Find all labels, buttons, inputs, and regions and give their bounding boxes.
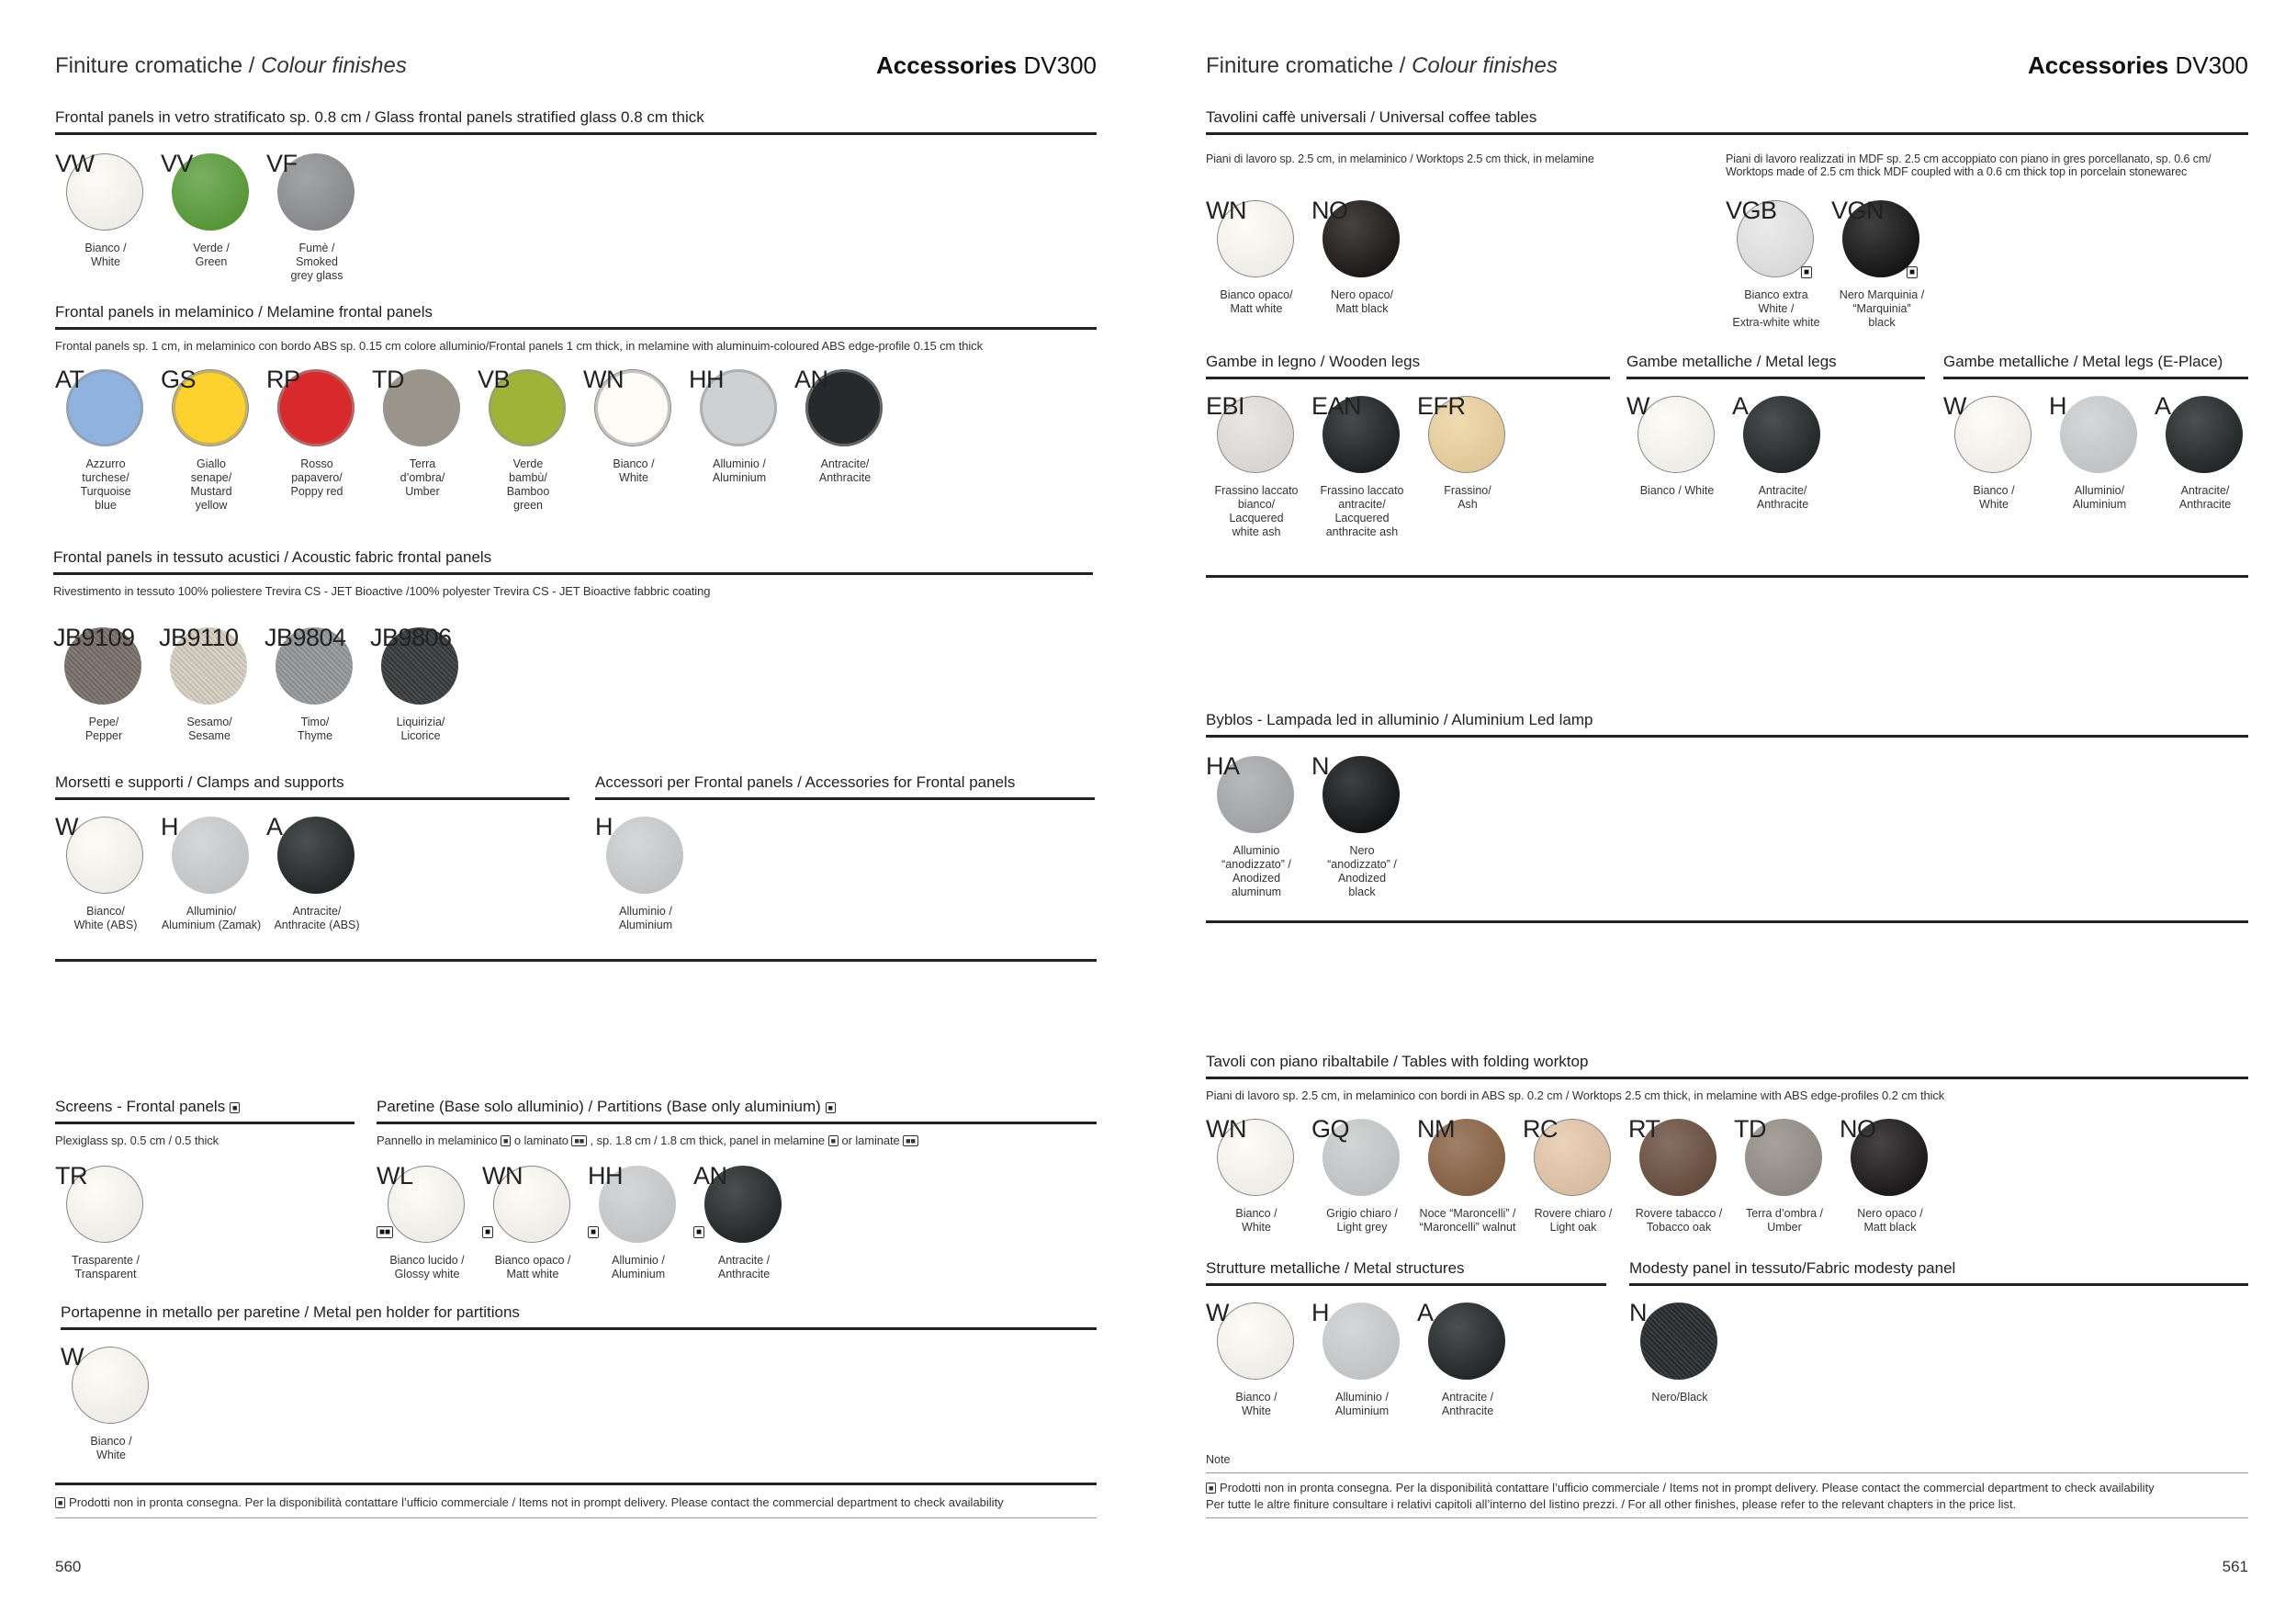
swatch-code: GS [161,366,197,393]
section-rule [377,1122,1097,1124]
swatch-code: A [2155,392,2171,420]
section-rule [55,327,1097,330]
section-metal-structures [1206,1257,1606,1424]
section-rule [1206,735,2248,738]
swatch-label: Pepe/ Pepper [84,716,123,742]
section-rule [55,132,1097,135]
swatch-code: WN [482,1162,523,1190]
swatch-label: Bianco / White [1639,484,1715,497]
availability-badge: ■ [826,1102,836,1113]
swatch-code: N [1629,1299,1647,1326]
divider [1206,575,2248,578]
section-title: Tavoli con piano ribaltabile / Tables with folding worktop [1206,1053,1589,1070]
swatch-code: JB9804 [264,624,346,651]
section-title: Portapenne in metallo per paretine / Metal pen holder for partitions [61,1303,520,1321]
section-metal-legs-eplace [1943,351,2248,526]
swatch-code: W [61,1343,84,1370]
swatch-label: Antracite/ Anthracite (ABS) [274,905,360,931]
swatch-code: AN [794,366,828,393]
section-title: Gambe metalliche / Metal legs (E-Place) [1943,353,2223,370]
section-title: Frontal panels in vetro stratificato sp. 0.8 cm / Glass frontal panels stratified glass 0.8 cm thick [55,108,704,126]
swatch-code: H [1311,1299,1329,1326]
availability-badge: ■ [230,1102,240,1113]
accessories-heading: Accessories DV300 [2028,51,2248,79]
price-list-note: Per tutte le altre finiture consultare i relativi capitoli all’interno del listino prezzi. / For all other finishes, please refer to the relevant chapters in the price list. [1206,1497,2017,1511]
swatch-label: Frassino/ Ash [1444,484,1491,511]
section-modesty-panel [1629,1257,2248,1424]
page-title: Finiture cromatiche / Colour finishes [55,53,407,78]
section-rule [595,797,1095,800]
availability-badge: ■■ [377,1226,393,1238]
swatch-label: Sesamo/ Sesame [186,716,232,742]
swatch-code: VB [478,366,511,393]
swatch-label: Verde / Green [193,242,230,268]
swatch-label: Bianco opaco / Matt white [494,1254,571,1280]
swatch-label: Bianco lucido / Glossy white [389,1254,465,1280]
swatch-code: RT [1628,1115,1660,1143]
section-title: Byblos - Lampada led in alluminio / Aluminium Led lamp [1206,711,1593,728]
swatch-label: Alluminio / Aluminium [611,1254,666,1280]
divider [1206,1517,2248,1518]
swatch-label: Bianco opaco/ Matt white [1220,288,1293,315]
swatch-code: WN [583,366,624,393]
divider [55,959,1097,962]
swatch-circle [1640,1303,1717,1380]
swatch-label: Bianco / White [90,1435,132,1461]
section-title: Modesty panel in tessuto/Fabric modesty panel [1629,1259,1956,1277]
section-title: Screens - Frontal panels ■ [55,1096,355,1118]
swatch-row [61,1343,1097,1481]
swatch-code: HH [689,366,724,393]
swatch-label: Verde bambù/ Bamboo green [506,457,550,512]
swatch-row [377,1162,1097,1300]
swatch-row [55,150,1097,297]
page-title: Finiture cromatiche / Colour finishes [1206,53,1558,78]
section-rule [1206,1077,2248,1079]
swatch-code: WN [1206,1115,1246,1143]
swatch-row [1626,392,1925,539]
section-glass-panels [55,107,1097,282]
section-rule [1629,1283,2248,1286]
swatch-label: Antracite / Anthracite [717,1254,771,1280]
section-rule [55,797,569,800]
swatch-row [55,813,569,951]
swatch-label: Bianco/ White (ABS) [73,905,138,931]
swatch-label: Rovere chiaro / Light oak [1534,1207,1613,1234]
swatch-label: Bianco extra White / Extra-white white [1732,288,1820,329]
section-rule [55,1122,355,1124]
swatch-row [1943,392,2248,539]
swatch-code: A [1417,1299,1434,1326]
section-rule [1206,132,2248,135]
swatch-code: VGN [1831,197,1885,224]
swatch-code: H [595,813,613,840]
section-rule [1206,1283,1606,1286]
swatch-label: Fumè / Smoked grey glass [290,242,343,282]
subtitle-line: Piani di lavoro realizzati in MDF sp. 2.5 cm accoppiato con piano in gres porcellanato, sp. 0.6 cm/ [1726,152,2212,165]
section-rule [1206,377,1610,379]
swatch-code: GQ [1311,1115,1350,1143]
page-number: 560 [55,1558,82,1575]
section-title: Paretine (Base solo alluminio) / Partitions (Base only aluminium) ■ [377,1096,1097,1118]
swatch-row [1206,1115,2248,1253]
swatch-code: AN [693,1162,727,1190]
section-rule [1943,377,2248,379]
subtitle-line: Worktops made of 2.5 cm thick MDF coupled with a 0.6 cm thick top in porcelain stonewarec [1726,165,2188,178]
swatch-row [55,1162,355,1300]
swatch-code: H [2049,392,2066,420]
section-rule [53,572,1093,575]
section-coffee-tables [1206,107,2248,329]
swatch-code: W [1943,392,1966,420]
section-subtitle: Piani di lavoro sp. 2.5 cm, in melaminico con bordi in ABS sp. 0.2 cm / Worktops 2.5 cm thick, in melamine with ABS edge-profiles 0.2 cm thick [1206,1088,1945,1102]
availability-badge: ■ [693,1226,704,1238]
availability-badge: ■■ [903,1135,918,1146]
swatch-code: EAN [1311,392,1362,420]
swatch-row [1629,1299,2248,1437]
section-subtitle: Rivestimento in tessuto 100% poliestere Trevira CS - JET Bioactive /100% polyester Trevira CS - JET Bioactive fabbric coating [53,584,711,598]
swatch-label: Terra d’ombra / Umber [1745,1207,1824,1234]
swatch-code: VW [55,150,95,177]
section-melamine-panels [55,301,1097,512]
swatch-code: WL [377,1162,413,1190]
swatch-code: TD [1734,1115,1766,1143]
swatch-label: Alluminio / Aluminium [1334,1391,1390,1417]
swatch-code: VF [266,150,298,177]
swatch-code: HA [1206,752,1240,780]
availability-note: ■ Prodotti non in pronta consegna. Per la disponibilità contattare l’ufficio commerciale / Items not in prompt delivery. Please contact the commercial department to check availability [55,1495,1004,1509]
swatch-row [1726,197,2001,334]
swatch-code: JB9110 [159,624,239,651]
availability-badge: ■ [828,1135,838,1146]
section-title: Accessori per Frontal panels / Accessories for Frontal panels [595,773,1016,791]
swatch-code: A [1732,392,1749,420]
page-number: 561 [2222,1558,2248,1575]
swatch-row [55,366,1097,522]
swatch-circle [172,817,249,894]
section-screens [55,1096,355,1285]
swatch-label: Frassino laccato antracite/ Lacquered anthracite ash [1320,484,1404,538]
divider [1206,920,2248,923]
swatch-label: Nero Marquinia / “Marquinia” black [1839,288,1925,329]
swatch-circle [2060,396,2137,473]
section-subtitle: Pannello in melaminico ■ o laminato ■■ , sp. 1.8 cm / 1.8 cm thick, panel in melamine ■ or laminate ■■ [377,1133,1097,1147]
swatch-code: WN [1206,197,1246,224]
section-title: Frontal panels in melaminico / Melamine frontal panels [55,303,433,321]
swatch-circle [1322,756,1400,833]
swatch-row [1206,392,1610,539]
swatch-label: Alluminio/ Aluminium (Zamak) [161,905,262,931]
availability-badge: ■ [1801,266,1812,278]
availability-badge: ■ [482,1226,493,1238]
swatch-code: W [1206,1299,1229,1326]
section-title: Frontal panels in tessuto acustici / Acoustic fabric frontal panels [53,548,492,566]
swatch-code: RP [266,366,300,393]
divider [1206,1472,2248,1473]
swatch-code: NO [1840,1115,1876,1143]
swatch-label: Rosso papavero/ Poppy red [290,457,343,498]
swatch-circle [1322,1303,1400,1380]
availability-note: ■ Prodotti non in pronta consegna. Per la disponibilità contattare l’ufficio commerciale / Items not in prompt delivery. Please contact the commercial department to check availability [1206,1481,2155,1494]
swatch-code: NM [1417,1115,1455,1143]
section-title: Strutture metalliche / Metal structures [1206,1259,1465,1277]
section-rule [61,1327,1097,1330]
swatch-label: Nero opaco / Matt black [1857,1207,1923,1234]
swatch-circle [1428,1303,1505,1380]
section-subtitle: Piani di lavoro sp. 2.5 cm, in melaminico / Worktops 2.5 cm thick, in melamine [1206,152,1594,165]
swatch-label: Nero/Black [1651,1391,1708,1404]
section-clamps [55,772,569,938]
swatch-label: Grigio chiaro / Light grey [1326,1207,1398,1234]
swatch-label: Giallo senape/ Mustard yellow [190,457,232,512]
section-rule [1626,377,1925,379]
note-heading: Note [1206,1453,1231,1466]
swatch-code: EBI [1206,392,1245,420]
swatch-circle [606,817,683,894]
section-frontal-accessories [595,772,1095,938]
divider [55,1517,1097,1518]
swatch-label: Antracite/ Anthracite [2178,484,2232,511]
swatch-label: Nero “anodizzato” / Anodized black [1327,844,1397,898]
swatch-circle [2166,396,2243,473]
swatch-label: Trasparente / Transparent [72,1254,140,1280]
swatch-row [1206,197,1481,334]
section-subtitle: Frontal panels sp. 1 cm, in melaminico con bordo ABS sp. 0.15 cm colore alluminio/Frontal panels 1 cm thick, in melamine with aluminuim-coloured ABS edge-profile 0.15 cm thick [55,339,983,353]
swatch-label: Azzurro turchese/ Turquoise blue [80,457,131,512]
section-metal-legs [1626,351,1925,526]
swatch-label: Nero opaco/ Matt black [1330,288,1394,315]
swatch-row [53,624,1093,761]
section-title: Morsetti e supporti / Clamps and supports [55,773,344,791]
swatch-row [595,813,1095,951]
swatch-code: AT [55,366,84,393]
swatch-label: Bianco / White [613,457,655,484]
section-title: Tavolini caffè universali / Universal coffee tables [1206,108,1537,126]
swatch-circle [1743,396,1820,473]
swatch-label: Antracite/ Anthracite [818,457,872,484]
swatch-code: JB9806 [370,624,452,651]
availability-badge: ■ [1907,266,1918,278]
swatch-code: W [55,813,78,840]
swatch-code: H [161,813,178,840]
section-fabric-panels [53,547,1093,742]
swatch-label: Alluminio “anodizzato” / Anodized aluminum [1221,844,1291,898]
swatch-row [1206,752,2248,908]
availability-badge: ■ [55,1497,65,1508]
availability-badge: ■ [501,1135,511,1146]
swatch-label: Timo/ Thyme [297,716,333,742]
availability-badge: ■ [1206,1483,1216,1494]
swatch-code: VV [161,150,194,177]
accessories-heading: Accessories DV300 [876,51,1097,79]
swatch-label: Bianco / White [84,242,127,268]
swatch-code: TR [55,1162,87,1190]
swatch-label: Bianco / White [1235,1391,1277,1417]
swatch-code: NO [1311,197,1348,224]
availability-badge: ■■ [571,1135,587,1146]
swatch-label: Terra d’ombra/ Umber [400,457,445,498]
divider [55,1483,1097,1485]
swatch-label: Antracite/ Anthracite [1756,484,1809,511]
swatch-label: Noce “Maroncelli” / “Maroncelli” walnut [1419,1207,1516,1234]
swatch-label: Bianco / White [1235,1207,1277,1234]
swatch-label: Frassino laccato bianco/ Lacquered white ash [1214,484,1299,538]
section-wooden-legs [1206,351,1610,538]
swatch-label: Alluminio / Aluminium [618,905,673,931]
swatch-label: Rovere tabacco / Tobacco oak [1635,1207,1723,1234]
swatch-code: HH [588,1162,623,1190]
swatch-label: Alluminio/ Aluminium [2072,484,2127,511]
swatch-label: Liquirizia/ Licorice [396,716,445,742]
swatch-code: TD [372,366,404,393]
section-byblos-lamp [1206,709,2248,898]
section-pen-holder [61,1302,1097,1468]
section-subtitle [1726,152,2212,178]
swatch-code: VGB [1726,197,1777,224]
swatch-label: Bianco / White [1973,484,2015,511]
swatch-label: Antracite / Anthracite [1441,1391,1494,1417]
right-page [1148,0,2296,1624]
swatch-code: RC [1523,1115,1558,1143]
section-title: Gambe metalliche / Metal legs [1626,353,1837,370]
section-title: Gambe in legno / Wooden legs [1206,353,1421,370]
swatch-code: W [1626,392,1649,420]
swatch-code: JB9109 [53,624,135,651]
swatch-code: A [266,813,283,840]
section-subtitle: Plexiglass sp. 0.5 cm / 0.5 thick [55,1133,219,1147]
swatch-row [1206,1299,1606,1437]
section-partitions [377,1096,1097,1285]
availability-badge: ■ [588,1226,599,1238]
swatch-code: N [1311,752,1329,780]
swatch-label: Alluminio / Aluminium [712,457,767,484]
swatch-circle [277,817,355,894]
section-folding-tables [1206,1051,2248,1240]
swatch-code: EFR [1417,392,1466,420]
